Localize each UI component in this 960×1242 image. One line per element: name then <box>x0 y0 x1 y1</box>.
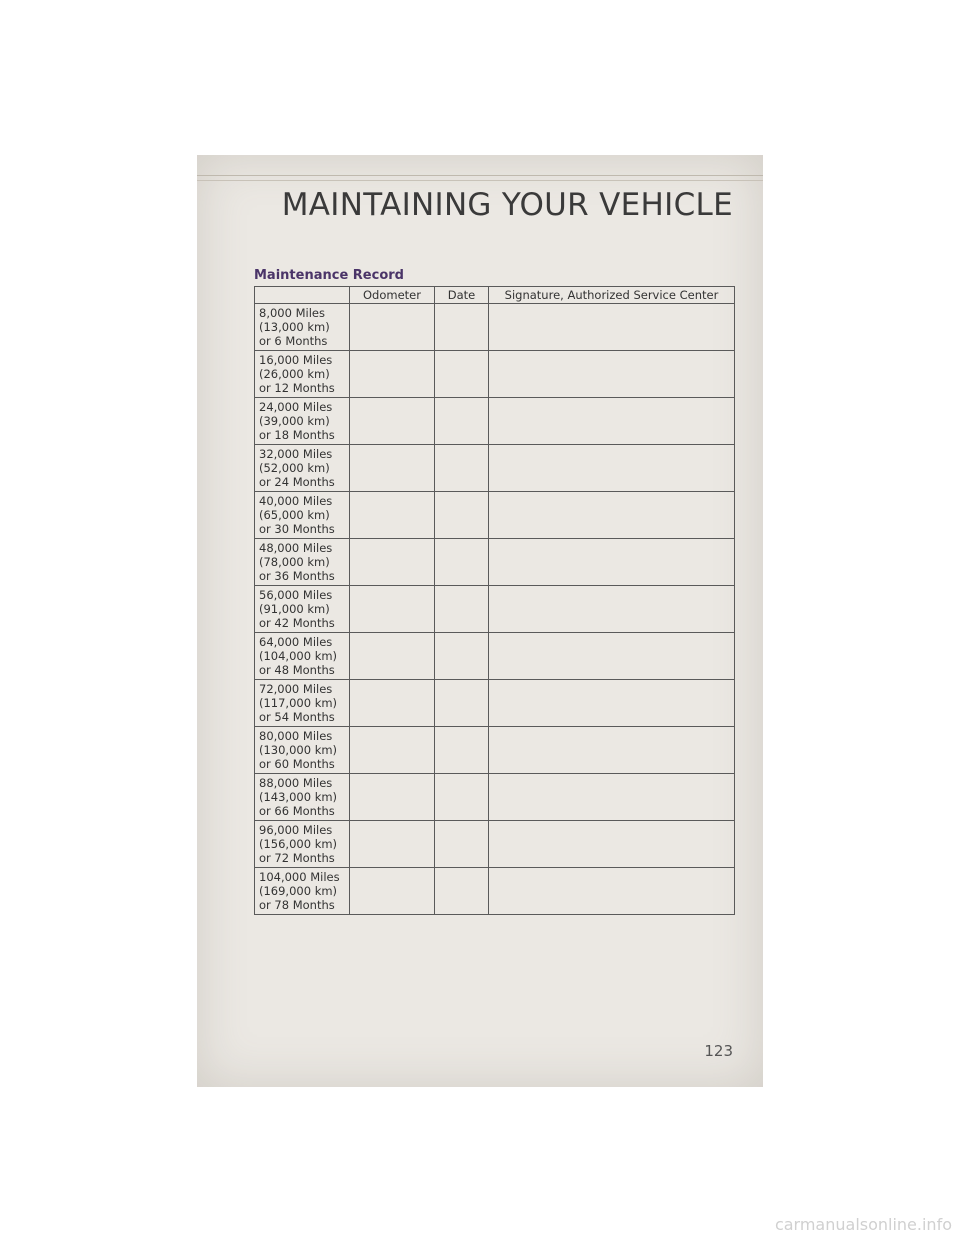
interval-line1: 80,000 Miles <box>259 729 333 743</box>
date-cell[interactable] <box>435 633 489 680</box>
interval-line2: (91,000 km) <box>259 602 330 616</box>
date-cell[interactable] <box>435 727 489 774</box>
header-odometer: Odometer <box>350 287 435 304</box>
interval-line1: 56,000 Miles <box>259 588 333 602</box>
interval-cell <box>255 774 350 821</box>
interval-line1: 32,000 Miles <box>259 447 333 461</box>
interval-cell <box>255 727 350 774</box>
signature-cell[interactable] <box>489 586 735 633</box>
interval-line2: (104,000 km) <box>259 649 338 663</box>
interval-line3: or 18 Months <box>259 428 335 442</box>
interval-line2: (169,000 km) <box>259 884 338 898</box>
odometer-cell[interactable] <box>350 539 435 586</box>
interval-line3: or 30 Months <box>259 522 335 536</box>
interval-cell <box>255 492 350 539</box>
signature-cell[interactable] <box>489 539 735 586</box>
interval-cell <box>255 539 350 586</box>
interval-line1: 48,000 Miles <box>259 541 333 555</box>
date-cell[interactable] <box>435 821 489 868</box>
date-cell[interactable] <box>435 539 489 586</box>
header-rule-bottom <box>197 180 763 181</box>
page-number: 123 <box>704 1042 733 1060</box>
interval-line3: or 78 Months <box>259 898 335 912</box>
header-interval <box>255 287 350 304</box>
odometer-cell[interactable] <box>350 351 435 398</box>
table-row <box>255 304 735 351</box>
date-cell[interactable] <box>435 586 489 633</box>
interval-line1: 64,000 Miles <box>259 635 333 649</box>
interval-line2: (13,000 km) <box>259 320 330 334</box>
date-cell[interactable] <box>435 680 489 727</box>
manual-page <box>197 155 763 1087</box>
interval-line1: 88,000 Miles <box>259 776 333 790</box>
interval-cell <box>255 304 350 351</box>
interval-cell <box>255 633 350 680</box>
table-row <box>255 727 735 774</box>
table-row <box>255 774 735 821</box>
table-body <box>255 304 735 915</box>
interval-line3: or 12 Months <box>259 381 335 395</box>
interval-line3: or 72 Months <box>259 851 335 865</box>
table-row <box>255 633 735 680</box>
date-cell[interactable] <box>435 868 489 915</box>
signature-cell[interactable] <box>489 680 735 727</box>
odometer-cell[interactable] <box>350 586 435 633</box>
section-title: Maintenance Record <box>254 268 404 283</box>
header-signature: Signature, Authorized Service Center <box>489 287 735 304</box>
interval-line2: (39,000 km) <box>259 414 330 428</box>
table-row <box>255 445 735 492</box>
odometer-cell[interactable] <box>350 680 435 727</box>
date-cell[interactable] <box>435 351 489 398</box>
odometer-cell[interactable] <box>350 633 435 680</box>
interval-line3: or 6 Months <box>259 334 328 348</box>
signature-cell[interactable] <box>489 351 735 398</box>
interval-line2: (117,000 km) <box>259 696 338 710</box>
signature-cell[interactable] <box>489 304 735 351</box>
interval-line2: (52,000 km) <box>259 461 330 475</box>
interval-line1: 24,000 Miles <box>259 400 333 414</box>
table-row <box>255 351 735 398</box>
table-row <box>255 821 735 868</box>
date-cell[interactable] <box>435 774 489 821</box>
interval-cell <box>255 586 350 633</box>
interval-line3: or 66 Months <box>259 804 335 818</box>
table-header-row <box>255 287 735 304</box>
interval-line3: or 42 Months <box>259 616 335 630</box>
interval-line2: (26,000 km) <box>259 367 330 381</box>
interval-line3: or 48 Months <box>259 663 335 677</box>
table-row <box>255 398 735 445</box>
interval-line2: (78,000 km) <box>259 555 330 569</box>
signature-cell[interactable] <box>489 868 735 915</box>
odometer-cell[interactable] <box>350 774 435 821</box>
maintenance-record-table <box>254 286 735 915</box>
interval-line1: 16,000 Miles <box>259 353 333 367</box>
odometer-cell[interactable] <box>350 304 435 351</box>
header-rule-top <box>197 175 763 176</box>
table-row <box>255 539 735 586</box>
interval-line1: 104,000 Miles <box>259 870 340 884</box>
odometer-cell[interactable] <box>350 868 435 915</box>
interval-line1: 72,000 Miles <box>259 682 333 696</box>
interval-line2: (143,000 km) <box>259 790 338 804</box>
odometer-cell[interactable] <box>350 727 435 774</box>
interval-line2: (130,000 km) <box>259 743 338 757</box>
table-row <box>255 868 735 915</box>
interval-line3: or 54 Months <box>259 710 335 724</box>
interval-line3: or 60 Months <box>259 757 335 771</box>
date-cell[interactable] <box>435 445 489 492</box>
signature-cell[interactable] <box>489 727 735 774</box>
interval-cell <box>255 868 350 915</box>
interval-line3: or 36 Months <box>259 569 335 583</box>
date-cell[interactable] <box>435 304 489 351</box>
table-row <box>255 680 735 727</box>
signature-cell[interactable] <box>489 633 735 680</box>
watermark: carmanualsonline.info <box>774 1215 952 1234</box>
odometer-cell[interactable] <box>350 445 435 492</box>
signature-cell[interactable] <box>489 821 735 868</box>
interval-line2: (65,000 km) <box>259 508 330 522</box>
interval-cell <box>255 351 350 398</box>
signature-cell[interactable] <box>489 492 735 539</box>
signature-cell[interactable] <box>489 445 735 492</box>
signature-cell[interactable] <box>489 398 735 445</box>
interval-line2: (156,000 km) <box>259 837 338 851</box>
interval-cell <box>255 680 350 727</box>
interval-cell <box>255 445 350 492</box>
table-row <box>255 492 735 539</box>
table-row <box>255 586 735 633</box>
header-date: Date <box>435 287 489 304</box>
interval-cell <box>255 398 350 445</box>
signature-cell[interactable] <box>489 774 735 821</box>
odometer-cell[interactable] <box>350 821 435 868</box>
date-cell[interactable] <box>435 398 489 445</box>
interval-line1: 40,000 Miles <box>259 494 333 508</box>
interval-line1: 8,000 Miles <box>259 306 325 320</box>
page-header-title: MAINTAINING YOUR VEHICLE <box>281 187 733 223</box>
interval-cell <box>255 821 350 868</box>
interval-line1: 96,000 Miles <box>259 823 333 837</box>
interval-line3: or 24 Months <box>259 475 335 489</box>
odometer-cell[interactable] <box>350 398 435 445</box>
odometer-cell[interactable] <box>350 492 435 539</box>
date-cell[interactable] <box>435 492 489 539</box>
